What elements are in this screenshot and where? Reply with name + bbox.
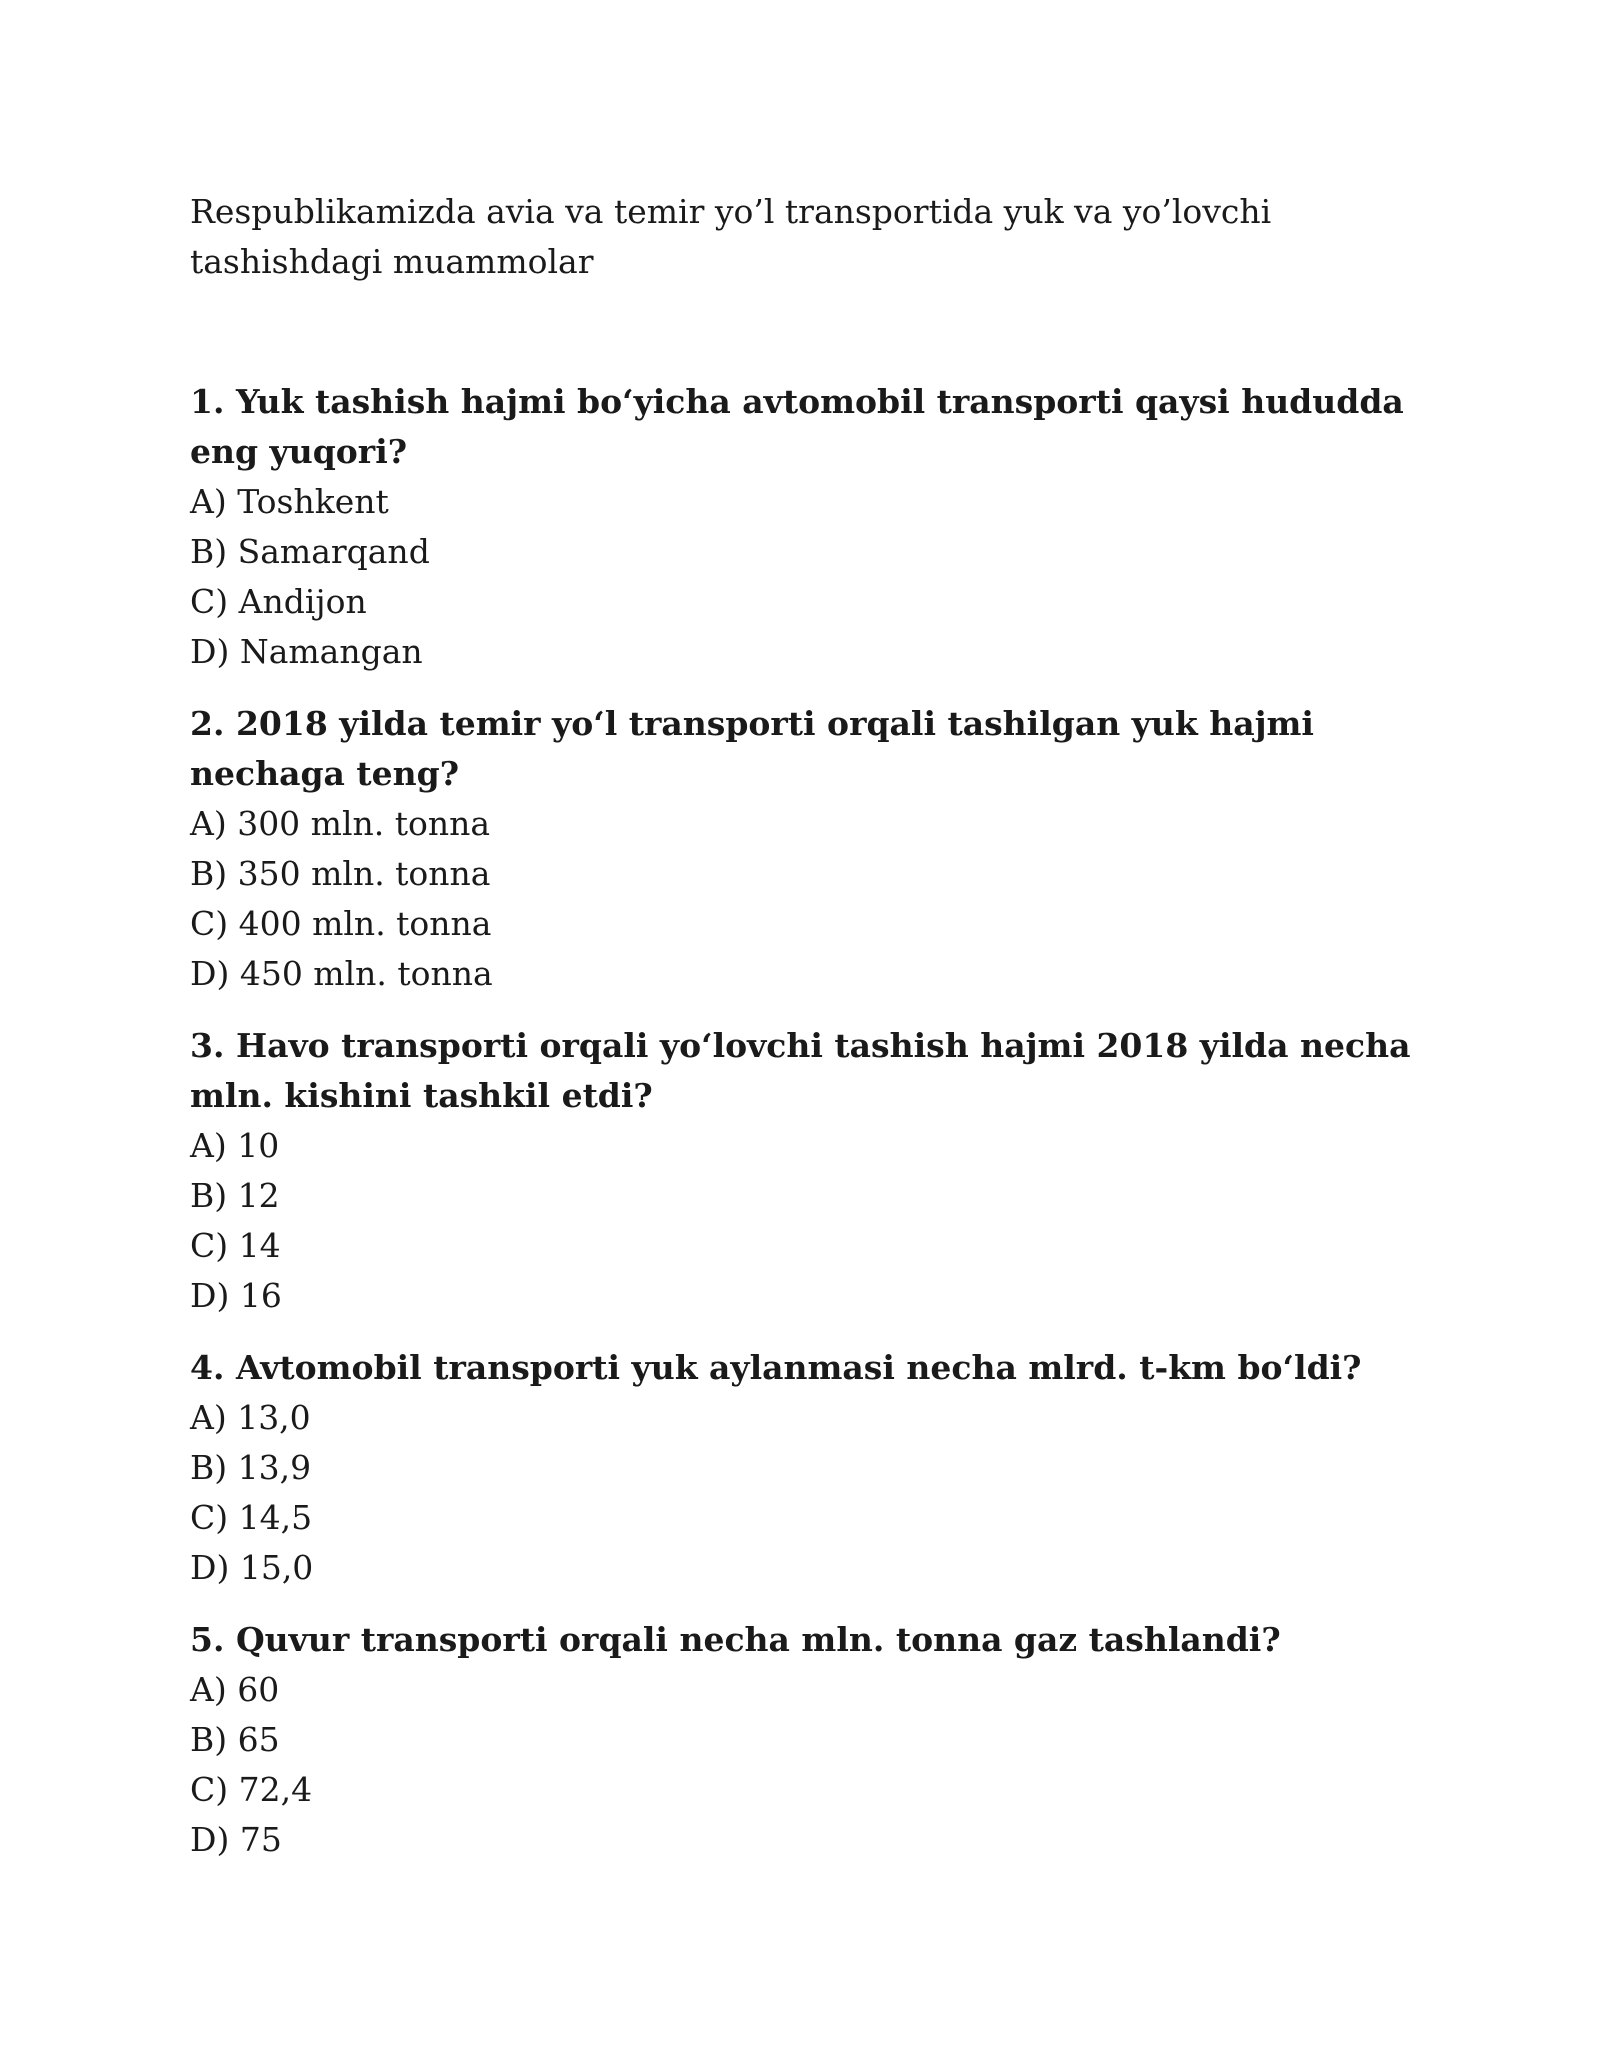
option-list <box>190 1121 1430 1321</box>
option-b: B) 350 mln. tonna <box>190 854 491 893</box>
option-list <box>190 1393 1430 1593</box>
question-text: 4. Avtomobil transporti yuk aylanmasi necha mlrd. t-km bo‘ldi? <box>190 1348 1362 1387</box>
option-list <box>190 799 1430 999</box>
option-c: C) 14,5 <box>190 1498 313 1537</box>
option-b: B) 65 <box>190 1720 280 1759</box>
option-list <box>190 477 1430 677</box>
question-1 <box>190 377 1430 677</box>
option-a: A) 10 <box>190 1126 280 1165</box>
option-c: C) 400 mln. tonna <box>190 904 492 943</box>
option-a: A) Toshkent <box>190 482 389 521</box>
question-2 <box>190 699 1430 999</box>
option-c: C) Andijon <box>190 582 367 621</box>
question-4 <box>190 1343 1430 1593</box>
question-5 <box>190 1615 1430 1865</box>
option-b: B) 12 <box>190 1176 280 1215</box>
question-text: 5. Quvur transporti orqali necha mln. tonna gaz tashlandi? <box>190 1620 1281 1659</box>
option-a: A) 13,0 <box>190 1398 311 1437</box>
document-page <box>190 187 1430 1887</box>
option-d: D) 75 <box>190 1820 282 1859</box>
option-b: B) Samarqand <box>190 532 430 571</box>
option-d: D) 16 <box>190 1276 282 1315</box>
option-a: A) 60 <box>190 1670 280 1709</box>
option-b: B) 13,9 <box>190 1448 312 1487</box>
option-d: D) 15,0 <box>190 1548 314 1587</box>
question-list <box>190 377 1430 1865</box>
question-text: 3. Havo transporti orqali yo‘lovchi tashish hajmi 2018 yilda necha mln. kishini tashkil etdi? <box>190 1026 1411 1115</box>
question-text: 1. Yuk tashish hajmi bo‘yicha avtomobil transporti qaysi hududda eng yuqori? <box>190 382 1404 471</box>
option-d: D) Namangan <box>190 632 423 671</box>
question-text: 2. 2018 yilda temir yo‘l transporti orqali tashilgan yuk hajmi nechaga teng? <box>190 704 1314 793</box>
option-c: C) 14 <box>190 1226 281 1265</box>
option-a: A) 300 mln. tonna <box>190 804 491 843</box>
option-c: C) 72,4 <box>190 1770 313 1809</box>
question-3 <box>190 1021 1430 1321</box>
option-d: D) 450 mln. tonna <box>190 954 493 993</box>
document-title: Respublikamizda avia va temir yo’l transportida yuk va yo’lovchi tashishdagi muammolar <box>190 192 1272 281</box>
option-list <box>190 1665 1430 1865</box>
